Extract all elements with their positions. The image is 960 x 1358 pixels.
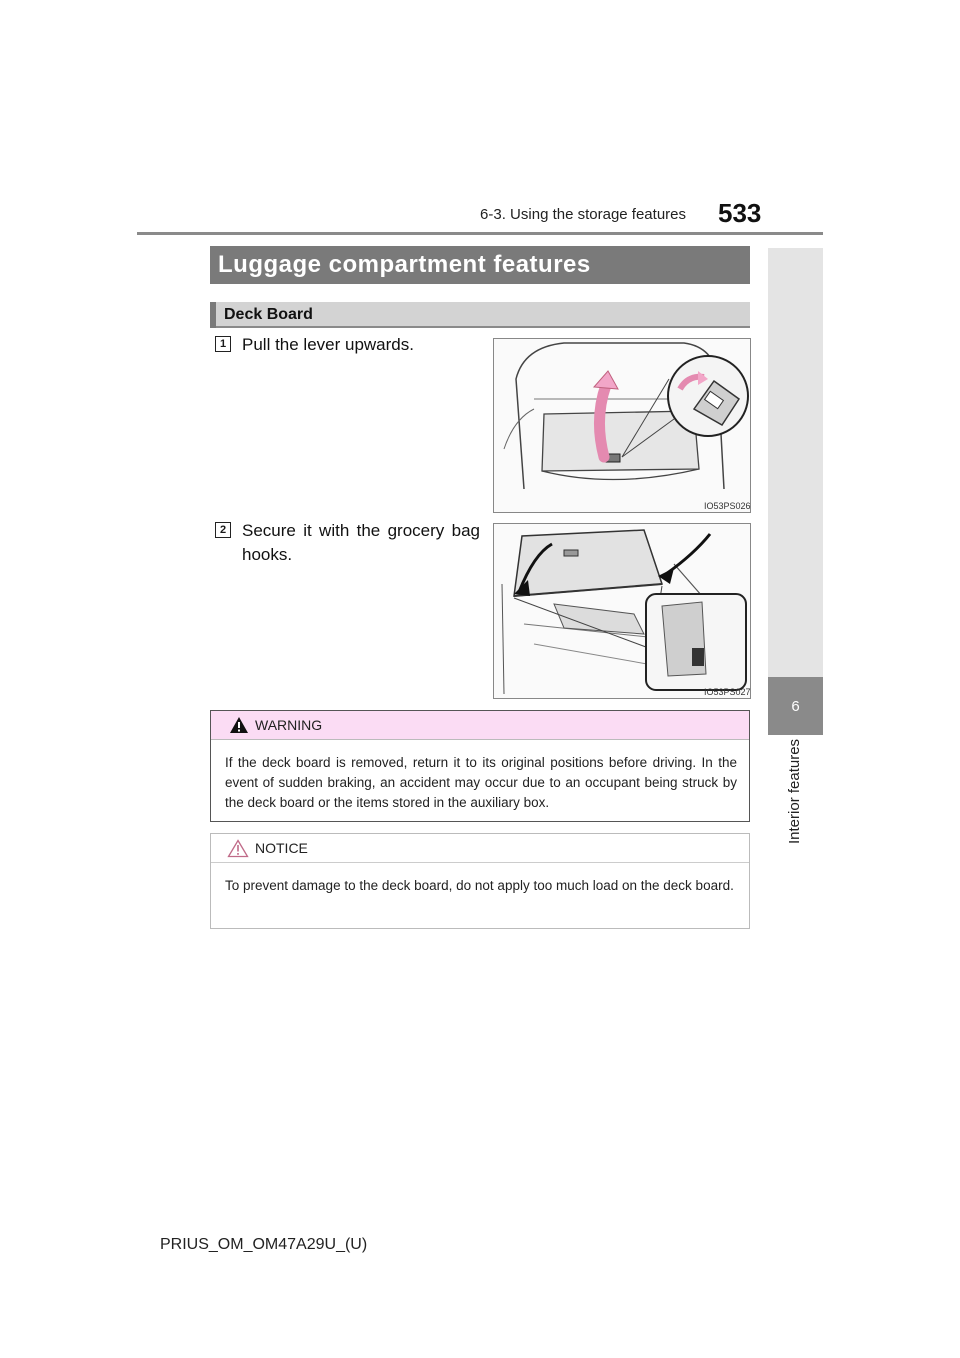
section-title: Luggage compartment features [210, 246, 750, 284]
figure-grocery-hooks [493, 523, 751, 699]
step-number-1: 1 [215, 336, 231, 352]
figure-code-2: IO53PS027 [704, 687, 751, 697]
notice-heading: NOTICE [255, 840, 308, 856]
warning-triangle-icon [229, 716, 249, 734]
notice-box [210, 833, 750, 929]
chapter-number: 6 [791, 697, 800, 715]
subsection-title: Deck Board [224, 306, 313, 323]
subsection-heading [210, 302, 750, 328]
side-tab-background [768, 248, 823, 678]
chapter-label: Interior features [786, 738, 803, 844]
page-number: 533 [718, 198, 762, 228]
chapter-label-container [768, 740, 823, 850]
figure-code-1: IO53PS026 [704, 501, 751, 511]
figure-pull-lever [493, 338, 751, 513]
trunk-lever-illustration [494, 339, 750, 512]
warning-body: If the deck board is removed, return it to its original positions before driving. In the event of sudden braking, an accident may occur due to an occupant being struck by the deck board or the items stored in the auxiliary box. [225, 755, 737, 810]
header-section-title: 6-3. Using the storage features [480, 206, 686, 223]
notice-header [211, 834, 749, 863]
step-text-2: Secure it with the grocery bag hooks. [242, 521, 480, 564]
warning-heading: WARNING [255, 717, 323, 733]
subsection-heading-bar [210, 302, 216, 328]
grocery-hook-illustration [494, 524, 750, 698]
notice-body: To prevent damage to the deck board, do not apply too much load on the deck board. [225, 878, 734, 893]
header-rule [137, 232, 823, 235]
footer-doc-id: PRIUS_OM_OM47A29U_(U) [160, 1236, 368, 1253]
warning-header [211, 711, 749, 740]
notice-triangle-icon [227, 839, 249, 858]
chapter-tab[interactable] [768, 677, 823, 735]
step-text-1: Pull the lever upwards. [242, 335, 414, 354]
step-number-2: 2 [215, 522, 231, 538]
warning-box [210, 710, 750, 822]
